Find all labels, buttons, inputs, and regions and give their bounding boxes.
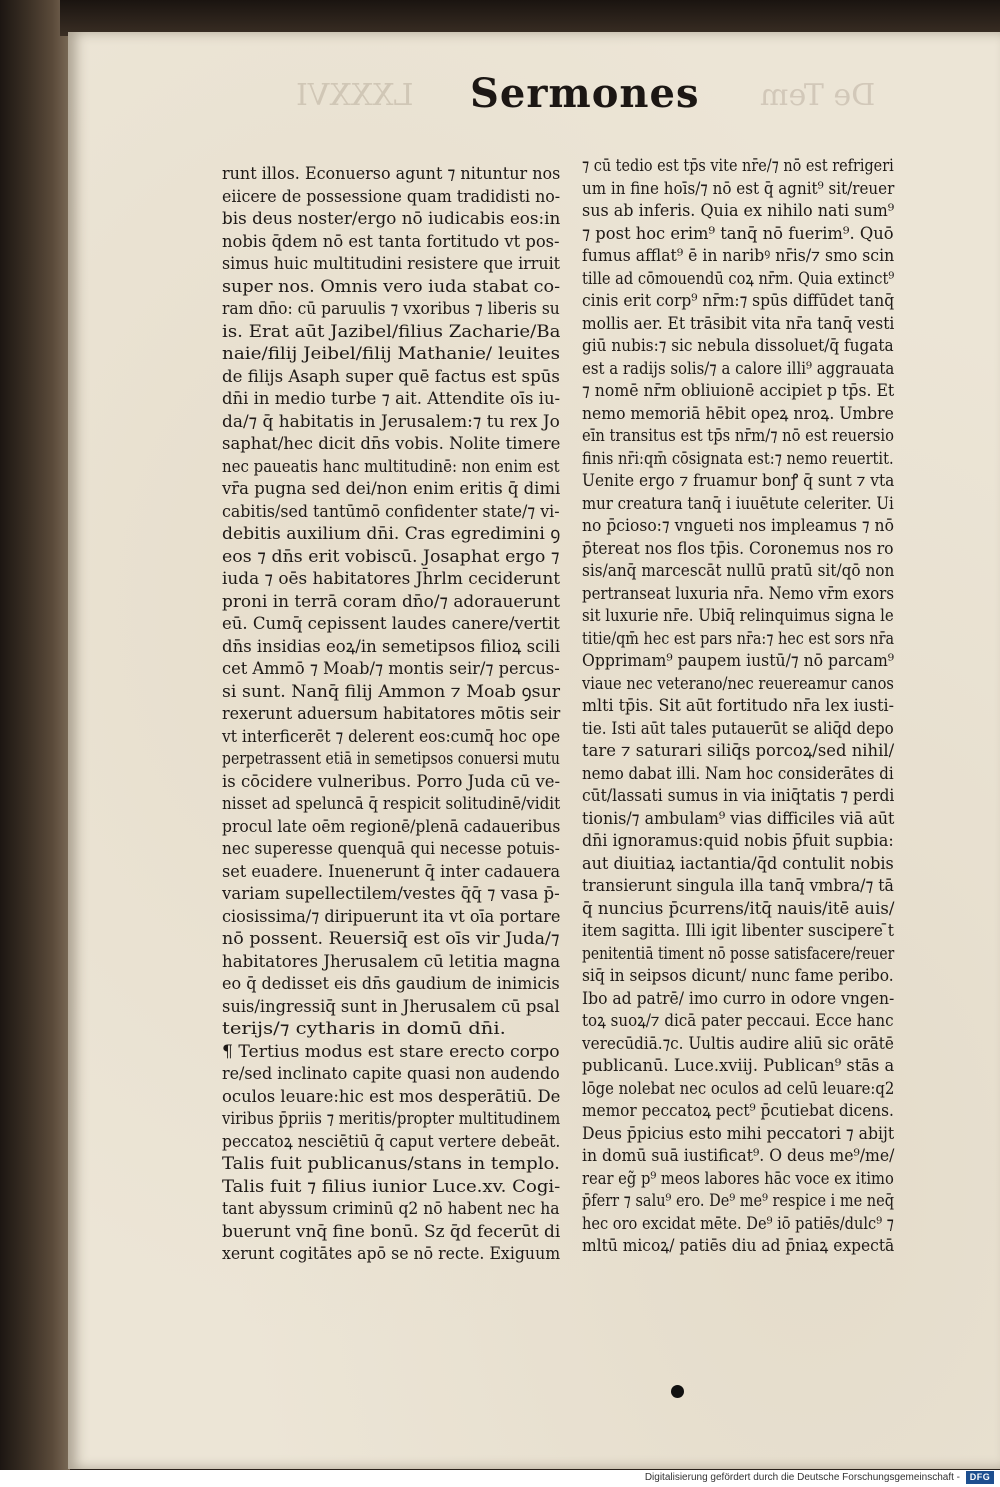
text-line: eo q̄ dedisset eis dn̄s gaudium de inimicis (222, 974, 560, 994)
text-line: tie. Isti aūt tales putauerūt se aliq̄d depo (582, 718, 894, 739)
text-line: nobis q̄dem nō est tanta fortitudo vt pos- (222, 231, 560, 252)
text-line: re/sed inclinato capite quasi non audendo (222, 1064, 560, 1084)
text-line: terijs/⁊ cytharis in domū dn̄i. (222, 1019, 506, 1039)
text-line: cabitis/sed tantūmō confidenter state/⁊ vi- (222, 501, 560, 522)
text-line: ¶ Tertius modus est stare erecto corpo (222, 1041, 560, 1062)
text-line: is cōcidere vulneribus. Porro Juda cū ve- (222, 771, 561, 792)
text-line: Uenite ergo ⁊ fruamur bonꝭ q̄ sunt ⁊ vta (582, 471, 895, 491)
text-line: is. Erat aūt Jazibel/filius Zacharie/Ba (222, 321, 561, 342)
text-line: super nos. Omnis vero iuda stabat co- (222, 276, 561, 297)
text-line: um in fine hoīs/⁊ nō est q̄ agnit⁹ sit/reuer (582, 178, 895, 199)
text-line: bis deus noster/ergo nō iudicabis eos:in (222, 209, 561, 229)
text-line: eiicere de possessione quam tradidisti no- (222, 186, 561, 207)
dfg-logo: DFG (966, 1471, 994, 1484)
text-line: eīn transitus est tp̄s nr̄m/⁊ nō est reuersio (582, 426, 894, 446)
text-line: lōge nolebat nec oculos ad celū leuare:q2 (582, 1078, 895, 1099)
showthrough-text-right: De Tem (760, 78, 876, 113)
text-line: q̄ nuncius p̄currens/itq̄ nauis/itē auis/ (582, 898, 895, 919)
text-line: siq̄ in seipsos dicunt/ nunc fame peribo. (582, 966, 894, 986)
showthrough-text-left: LXXXVI (296, 78, 414, 113)
text-line: p̄tereat nos flos tp̄is. Coronemus nos ro (582, 538, 894, 559)
text-line: saphat/hec dicit dn̄s vobis. Nolite timere (222, 434, 561, 454)
text-line: mollis aer. Et trāsibit vita nr̄a tanq̄ vesti (582, 313, 895, 334)
text-line: set euadere. Inuenerunt q̄ inter cadauera (222, 861, 561, 882)
text-line: Talis fuit publicanus/stans in templo. (222, 1154, 560, 1174)
text-line: aut diuitiaꝝ iactantia/q̄d contulit nobis (582, 853, 894, 874)
text-line: vr̄a pugna sed dei/non enim eritis q̄ dimi (222, 479, 561, 499)
page-top-edge (60, 0, 1000, 36)
ornament-dot (671, 1385, 684, 1398)
text-line: oculos leuare:hic est mos desperātiū. De (222, 1086, 561, 1107)
text-line: xerunt cogitātes apō se nō recte. Exiguum (222, 1244, 561, 1264)
text-line: dn̄s insidias eoꝝ/in semetipsos filioꝝ scili (222, 636, 561, 657)
text-line: tionis/⁊ ambulam⁹ vias difficiles viā aūt (582, 808, 895, 829)
text-line: p̄ferr ⁊ salu⁹ ero. De⁹ me⁹ respice i me neq̄ (582, 1191, 894, 1211)
book-spine-edge (0, 0, 70, 1470)
text-line: ⁊ post hoc erim⁹ tanq̄ nō fuerim⁹. Quō (582, 223, 894, 244)
text-line: ⁊ nomē nr̄m obliuionē accipiet p tp̄s. Et (582, 381, 895, 401)
text-line: tare ⁊ saturari siliq̄s porcoꝝ/sed nihil/ (582, 741, 895, 761)
text-line: de filijs Asaph super quē factus est spūs (222, 366, 560, 387)
text-line: cinis erit corp⁹ nr̄m:⁊ spūs diffūdet tanq̄ (582, 291, 895, 311)
text-line: proni in terrā coram dn̄o/⁊ adorauerunt (222, 591, 561, 612)
text-line: transierunt singula illa tanq̄ vmbra/⁊ tā (582, 876, 894, 896)
text-line: no p̄cioso:⁊ vngueti nos impleamus ⁊ nō (582, 516, 894, 536)
text-line: in domū suā iustificat⁹. O deus me⁹/me/ (582, 1146, 895, 1166)
running-head: Sermones (470, 70, 700, 117)
text-line: ram dn̄o: cū paruulis ⁊ vxoribus ⁊ liberis su (222, 299, 560, 319)
text-line: eos ⁊ dn̄s erit vobiscū. Josaphat ergo ⁊ (222, 546, 560, 567)
text-line: suis/ingressiq̄ sunt in Jherusalem cū psal (222, 996, 560, 1017)
text-line: Deus p̄picius esto mihi peccatori ⁊ abijt (582, 1123, 895, 1144)
text-line: simus huic multitudini resistere que irruit (222, 254, 561, 274)
text-line: naie/filij Jeibel/filij Mathanie/ leuites (222, 344, 561, 364)
text-line: debitis auxilium dn̄i. Cras egredimini ꝯ (222, 524, 561, 544)
text-line: hec oro excidat mēte. De⁹ iō patiēs/dulc⁹ ⁊ (582, 1213, 894, 1234)
text-line: rear eg̃ p⁹ meos labores hāc voce ex itimo (582, 1168, 894, 1189)
text-line: dn̄i ignoramus:quid nobis p̄fuit supbia: (582, 831, 894, 851)
text-line: fumus afflat⁹ ē in naribꝰ nr̄is/⁊ smo scin (582, 246, 895, 266)
text-line: tant abyssum criminū q2 nō habent nec ha (222, 1199, 560, 1219)
text-line: vt interficerēt ⁊ delerent eos:cumq̄ hoc ope (222, 726, 561, 747)
text-line: toꝝ suoꝝ/⁊ dicā pater peccaui. Ecce hanc (582, 1011, 894, 1031)
text-line: eū. Cumq̄ cepissent laudes canere/vertit (222, 614, 560, 634)
text-line: nec superesse quenquā qui necesse potuis- (222, 839, 560, 859)
text-line: nec paueatis hanc multitudinē: non enim est (222, 456, 560, 477)
text-line: mur creatura tanq̄ i iuuētute celeriter. Ui (582, 493, 894, 514)
text-line: penitentiā timent nō posse satisfacere/reuer (582, 943, 895, 964)
text-line: titie/qm̄ hec est pars nr̄a:⁊ hec est sors nr̄a (582, 628, 895, 649)
text-line: pertranseat luxuria nr̄a. Nemo vr̄m exors (582, 583, 894, 604)
text-line: iuda ⁊ oēs habitatores Jh̄rlm ceciderunt (222, 569, 561, 589)
text-line: dn̄i in medio turbe ⁊ ait. Attendite oīs iu- (222, 389, 561, 409)
text-line: nemo dabat illi. Nam hoc considerātes di (582, 763, 894, 784)
text-line: rexerunt aduersum habitatores mōtis seir (222, 704, 561, 724)
text-line: ⁊ cū tedio est tp̄s vite nr̄e/⁊ nō est refrigeri (582, 156, 894, 176)
left-text-column (222, 163, 642, 1264)
text-line: ciosissima/⁊ diripuerunt ita vt oīa portare (222, 906, 561, 927)
text-line: giū nubis:⁊ sic nebula dissoluet/q̄ fugata (582, 336, 894, 356)
text-line: publicanū. Luce.xviij. Publican⁹ stās a (582, 1056, 895, 1076)
text-line: da/⁊ q̄ habitatis in Jerusalem:⁊ tu rex Jo (222, 411, 560, 432)
text-line: mlti tp̄is. Sit aūt fortitudo nr̄a lex iusti- (582, 696, 894, 716)
text-line: cūt/lassati sumus in via iniq̄tatis ⁊ perdi (582, 786, 895, 806)
text-line: buerunt vnq̄ fine bonū. Sz q̄d fecerūt di (222, 1221, 561, 1242)
text-line: sus ab inferis. Quia ex nihilo nati sum⁹ (582, 201, 895, 221)
text-line: mltū micoꝝ/ patiēs diu ad p̄niaꝝ expectā (582, 1236, 895, 1256)
text-line: cet Ammō ⁊ Moab/⁊ montis seir/⁊ percus- (222, 659, 560, 679)
text-line: perpetrassent etiā in semetipsos conuersi mutu (222, 749, 560, 769)
text-line: habitatores Jherusalem cū letitia magna (222, 951, 561, 972)
text-line: sis/anq̄ marcescāt nullū pratū sit/qō non (582, 561, 895, 581)
text-line: Talis fuit ⁊ filius iunior Luce.xv. Cogi- (222, 1176, 561, 1197)
text-line: tille ad cōmouendū coꝝ nr̄m. Quia extinct⁹ (582, 268, 895, 289)
text-line: runt illos. Econuerso agunt ⁊ nituntur nos (222, 164, 561, 184)
text-line: memor peccatoꝝ pect⁹ p̄cutiebat dicens. (582, 1101, 894, 1121)
text-line: peccatoꝝ nesciētiū q̄ caput vertere debeāt. (222, 1131, 561, 1152)
text-line: sit luxurie nr̄e. Ubiq̄ relinquimus signa le (582, 606, 894, 626)
text-line: Ibo ad patrē/ imo curro in odore vngen- (582, 988, 895, 1009)
text-line: nemo memoriā hēbit opeꝝ nroꝝ. Umbre (582, 403, 894, 424)
text-line: si sunt. Nanq̄ filij Ammon ⁊ Moab ꝯsur (222, 681, 561, 702)
text-line: verecūdiā.⁊c. Uultis audire aliū sic orātē (582, 1033, 894, 1054)
footer-credit: Digitalisierung gefördert durch die Deutsche Forschungsgemeinschaft - (644, 1472, 960, 1483)
right-text-column (582, 155, 982, 1256)
text-line: viribus p̄priis ⁊ meritis/propter multitudinem (222, 1109, 561, 1129)
text-line: est a radijs solis/⁊ a calore illi⁹ aggrauata (582, 358, 895, 379)
text-line: procul late oēm regionē/plenā cadaueribus (222, 816, 561, 837)
text-line: finis nr̄i:qm̄ cōsignata est:⁊ nemo reuertit. (582, 448, 894, 469)
text-line: nō possent. Reuersiq̄ est oīs vir Juda/⁊ (222, 929, 560, 949)
text-line: Opprimam⁹ paupem iustū/⁊ nō parcam⁹ (582, 651, 895, 671)
text-line: nisset ad speluncā q̄ respicit solitudinē/vidit (222, 794, 561, 814)
text-line: variam supellectilem/vestes q̄q̄ ⁊ vasa p̄- (222, 884, 560, 904)
text-line: item sagitta. Illi igit libenter suscipere ̄t (582, 921, 894, 941)
text-line: viaue nec veterano/nec reuereamur canos (582, 673, 894, 694)
